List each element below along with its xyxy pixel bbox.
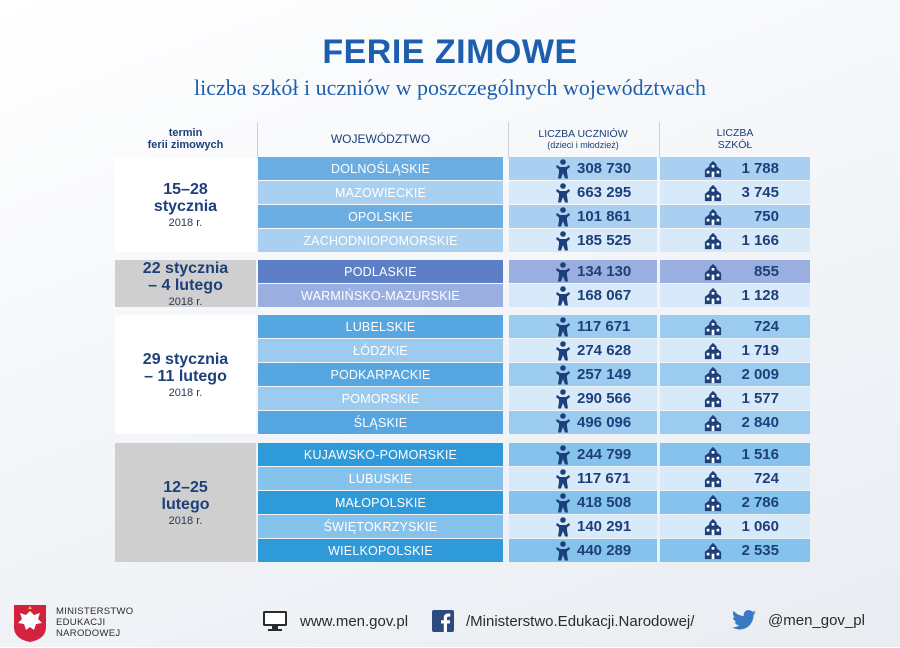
voivodeship-cell: OPOLSKIE: [258, 205, 503, 228]
voivodeship-cell: WIELKOPOLSKIE: [258, 539, 503, 562]
voivodeship-cell: LUBUSKIE: [258, 467, 503, 490]
school-icon: [704, 262, 722, 282]
term-group-4: [115, 443, 256, 562]
header-term-line2: ferii zimowych: [147, 139, 224, 151]
students-cell: [509, 260, 657, 283]
schools-value: 1 128: [741, 287, 779, 304]
twitter-link[interactable]: [732, 610, 865, 630]
school-icon: [704, 517, 722, 537]
schools-cell: [660, 157, 810, 180]
schools-cell: [660, 315, 810, 338]
schools-cell: [660, 515, 810, 538]
term-date-line1: 29 stycznia: [142, 350, 229, 368]
term-group-3: [115, 315, 256, 434]
students-value: 168 067: [577, 287, 632, 304]
student-icon: [554, 262, 572, 282]
schools-cell: [660, 387, 810, 410]
voivodeship-cell: ŁÓDZKIE: [258, 339, 503, 362]
term-group-1: [115, 157, 256, 252]
student-icon: [554, 493, 572, 513]
ministry-line2: EDUKACJI: [56, 617, 106, 628]
term-date-line1: 22 stycznia: [142, 259, 229, 277]
students-value: 244 799: [577, 446, 632, 463]
students-cell: [509, 515, 657, 538]
student-icon: [554, 183, 572, 203]
term-group-2: [115, 260, 256, 307]
school-icon: [704, 389, 722, 409]
schools-value: 2 840: [741, 414, 779, 431]
schools-value: 750: [753, 208, 779, 225]
header-students-line2: (dzieci i młodzież): [547, 139, 619, 150]
term-year: 2018 r.: [168, 295, 203, 308]
student-icon: [554, 159, 572, 179]
header-term-line1: termin: [168, 127, 203, 139]
student-icon: [554, 231, 572, 251]
header-students-line1: LICZBA UCZNIÓW: [538, 127, 628, 140]
school-icon: [704, 365, 722, 385]
voivodeship-cell: ZACHODNIOPOMORSKIE: [258, 229, 503, 252]
schools-value: 724: [753, 470, 779, 487]
school-icon: [704, 286, 722, 306]
student-icon: [554, 517, 572, 537]
students-cell: [509, 491, 657, 514]
schools-cell: [660, 284, 810, 307]
term-date-line1: 12–25: [163, 478, 208, 496]
term-date-line2: stycznia: [153, 197, 218, 215]
students-cell: [509, 181, 657, 204]
header-schools-line2: SZKÓŁ: [717, 139, 753, 151]
student-icon: [554, 341, 572, 361]
voivodeship-cell: POMORSKIE: [258, 387, 503, 410]
ministry-line3: NARODOWEJ: [56, 628, 121, 639]
schools-cell: [660, 205, 810, 228]
schools-value: 855: [753, 263, 779, 280]
header-schools-line1: LICZBA: [716, 127, 754, 139]
header-voivodeship: [258, 120, 503, 158]
school-icon: [704, 231, 722, 251]
page-title: FERIE ZIMOWE: [322, 33, 578, 71]
students-value: 117 671: [577, 470, 631, 487]
schools-value: 1 577: [741, 390, 779, 407]
schools-cell: [660, 443, 810, 466]
students-cell: [509, 157, 657, 180]
facebook-link[interactable]: [432, 610, 694, 632]
students-value: 274 628: [577, 342, 632, 359]
twitter-icon: [732, 610, 756, 630]
students-value: 101 861: [577, 208, 632, 225]
school-icon: [704, 317, 722, 337]
schools-cell: [660, 411, 810, 434]
schools-value: 1 719: [741, 342, 779, 359]
student-icon: [554, 389, 572, 409]
schools-cell: [660, 363, 810, 386]
student-icon: [554, 413, 572, 433]
eagle-emblem: [12, 603, 48, 643]
students-value: 418 508: [577, 494, 632, 511]
voivodeship-cell: WARMIŃSKO-MAZURSKIE: [258, 284, 503, 307]
student-icon: [554, 207, 572, 227]
schools-value: 2 786: [741, 494, 779, 511]
students-value: 496 096: [577, 414, 632, 431]
computer-icon: [262, 610, 288, 632]
school-icon: [704, 469, 722, 489]
students-cell: [509, 315, 657, 338]
term-date-line2: – 11 lutego: [144, 367, 227, 385]
schools-value: 2 535: [741, 542, 779, 559]
ministry-line1: MINISTERSTWO: [56, 606, 134, 617]
students-value: 290 566: [577, 390, 632, 407]
school-icon: [704, 413, 722, 433]
student-icon: [554, 365, 572, 385]
website-text: www.men.gov.pl: [300, 612, 409, 630]
student-icon: [554, 286, 572, 306]
schools-value: 1 060: [741, 518, 779, 535]
students-cell: [509, 467, 657, 490]
school-icon: [704, 541, 722, 561]
students-cell: [509, 205, 657, 228]
voivodeship-cell: PODLASKIE: [258, 260, 503, 283]
header-students: [509, 120, 657, 158]
schools-value: 1 166: [741, 232, 779, 249]
students-cell: [509, 339, 657, 362]
student-icon: [554, 445, 572, 465]
schools-cell: [660, 339, 810, 362]
students-value: 140 291: [577, 518, 632, 535]
voivodeship-cell: LUBELSKIE: [258, 315, 503, 338]
schools-value: 1 788: [741, 160, 779, 177]
students-value: 257 149: [577, 366, 632, 383]
schools-value: 2 009: [741, 366, 779, 383]
students-value: 185 525: [577, 232, 632, 249]
student-icon: [554, 317, 572, 337]
schools-cell: [660, 491, 810, 514]
ministry-logo: [12, 603, 48, 648]
students-cell: [509, 539, 657, 562]
facebook-icon: [432, 610, 454, 632]
voivodeship-cell: KUJAWSKO-POMORSKIE: [258, 443, 503, 466]
school-icon: [704, 493, 722, 513]
schools-cell: [660, 539, 810, 562]
term-year: 2018 r.: [168, 386, 203, 399]
student-icon: [554, 541, 572, 561]
students-cell: [509, 411, 657, 434]
student-icon: [554, 469, 572, 489]
students-value: 117 671: [577, 318, 631, 335]
students-cell: [509, 284, 657, 307]
ministry-name: [56, 606, 134, 639]
students-cell: [509, 443, 657, 466]
term-year: 2018 r.: [168, 514, 203, 527]
students-cell: [509, 229, 657, 252]
students-value: 663 295: [577, 184, 632, 201]
school-icon: [704, 445, 722, 465]
schools-cell: [660, 260, 810, 283]
schools-value: 1 516: [741, 446, 779, 463]
students-value: 134 130: [577, 263, 632, 280]
header-schools: [660, 120, 810, 158]
students-cell: [509, 363, 657, 386]
term-date-line2: lutego: [161, 495, 210, 513]
schools-value: 3 745: [741, 184, 779, 201]
twitter-text: @men_gov_pl: [768, 611, 865, 629]
website-link[interactable]: [262, 610, 408, 632]
header-term: [115, 120, 256, 158]
term-date-line2: – 4 lutego: [148, 276, 223, 294]
school-icon: [704, 341, 722, 361]
schools-cell: [660, 229, 810, 252]
term-year: 2018 r.: [168, 216, 203, 229]
voivodeship-cell: MAŁOPOLSKIE: [258, 491, 503, 514]
voivodeship-cell: ŚWIĘTOKRZYSKIE: [258, 515, 503, 538]
voivodeship-cell: PODKARPACKIE: [258, 363, 503, 386]
term-date-line1: 15–28: [163, 180, 208, 198]
voivodeship-cell: DOLNOŚLĄSKIE: [258, 157, 503, 180]
school-icon: [704, 159, 722, 179]
school-icon: [704, 183, 722, 203]
schools-value: 724: [753, 318, 779, 335]
page-subtitle: liczba szkół i uczniów w poszczególnych województwach: [194, 75, 706, 100]
students-value: 440 289: [577, 542, 632, 559]
voivodeship-cell: MAZOWIECKIE: [258, 181, 503, 204]
facebook-text: /Ministerstwo.Edukacji.Narodowej/: [466, 612, 695, 630]
schools-cell: [660, 467, 810, 490]
schools-cell: [660, 181, 810, 204]
students-cell: [509, 387, 657, 410]
voivodeship-cell: ŚLĄSKIE: [258, 411, 503, 434]
students-value: 308 730: [577, 160, 632, 177]
header-voivodeship-label: WOJEWÓDZTWO: [330, 132, 431, 146]
school-icon: [704, 207, 722, 227]
